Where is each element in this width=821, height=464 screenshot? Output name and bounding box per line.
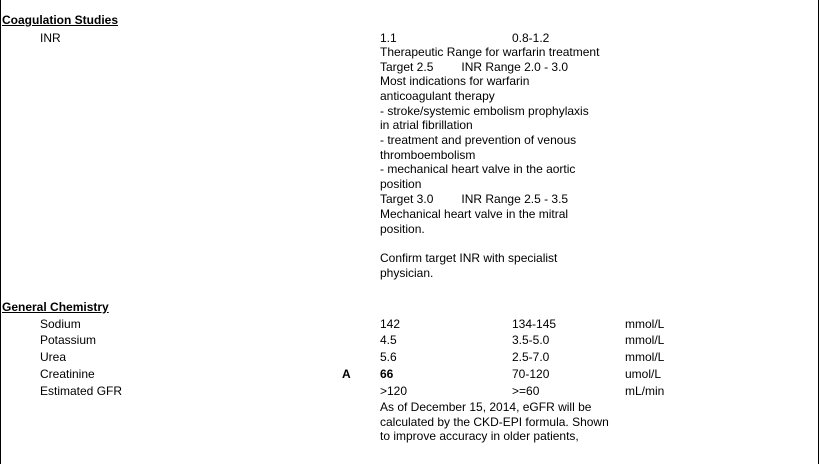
range-egfr: >=60 <box>512 384 540 398</box>
inr-note: position <box>380 177 422 191</box>
inr-note: anticoagulant therapy <box>380 89 495 103</box>
unit-sodium: mmol/L <box>625 317 665 331</box>
inr-note: Confirm target INR with specialist <box>380 251 558 265</box>
range-creatinine: 70-120 <box>512 367 550 381</box>
inr-note: position. <box>380 222 425 236</box>
inr-note: Mechanical heart valve in the mitral <box>380 207 569 221</box>
inr-target-label: Target 2.5 <box>380 60 434 74</box>
unit-potassium: mmol/L <box>625 333 665 347</box>
range-urea: 2.5-7.0 <box>512 350 550 364</box>
result-sodium: 142 <box>380 317 401 331</box>
inr-note: Most indications for warfarin <box>380 74 530 88</box>
test-name-potassium: Potassium <box>40 333 97 347</box>
inr-note-target <box>380 192 568 206</box>
result-inr: 1.1 <box>380 31 397 45</box>
test-name-inr: INR <box>40 31 61 45</box>
section-title-chemistry: General Chemistry <box>2 300 109 314</box>
unit-creatinine: umol/L <box>625 367 662 381</box>
inr-target-label: Target 3.0 <box>380 192 434 206</box>
unit-egfr: mL/min <box>625 384 665 398</box>
test-name-urea: Urea <box>40 350 67 364</box>
egfr-note: calculated by the CKD-EPI formula. Shown <box>380 415 609 429</box>
inr-note: - stroke/systemic embolism prophylaxis <box>380 104 589 118</box>
result-urea: 5.6 <box>380 350 397 364</box>
egfr-note: As of December 15, 2014, eGFR will be <box>380 400 592 414</box>
inr-note: thromboembolism <box>380 148 476 162</box>
inr-note: - treatment and prevention of venous <box>380 133 577 147</box>
inr-note: physician. <box>380 266 434 280</box>
result-egfr: >120 <box>380 384 408 398</box>
inr-note: - mechanical heart valve in the aortic <box>380 162 576 176</box>
inr-target-range: INR Range 2.5 - 3.5 <box>461 192 569 206</box>
result-creatinine: 66 <box>380 367 394 381</box>
range-sodium: 134-145 <box>512 317 557 331</box>
section-title-coagulation: Coagulation Studies <box>2 13 119 27</box>
inr-note-target <box>380 60 568 74</box>
egfr-note: to improve accuracy in older patients, <box>380 429 579 443</box>
inr-note: in atrial fibrillation <box>380 118 473 132</box>
test-name-creatinine: Creatinine <box>40 367 95 381</box>
abnormal-flag: A <box>342 367 351 381</box>
unit-urea: mmol/L <box>625 350 665 364</box>
result-potassium: 4.5 <box>380 333 397 347</box>
test-name-egfr: Estimated GFR <box>40 384 123 398</box>
inr-note: Therapeutic Range for warfarin treatment <box>380 45 600 59</box>
range-potassium: 3.5-5.0 <box>512 333 550 347</box>
test-name-sodium: Sodium <box>40 317 81 331</box>
range-inr: 0.8-1.2 <box>512 31 550 45</box>
inr-target-range: INR Range 2.0 - 3.0 <box>461 60 569 74</box>
